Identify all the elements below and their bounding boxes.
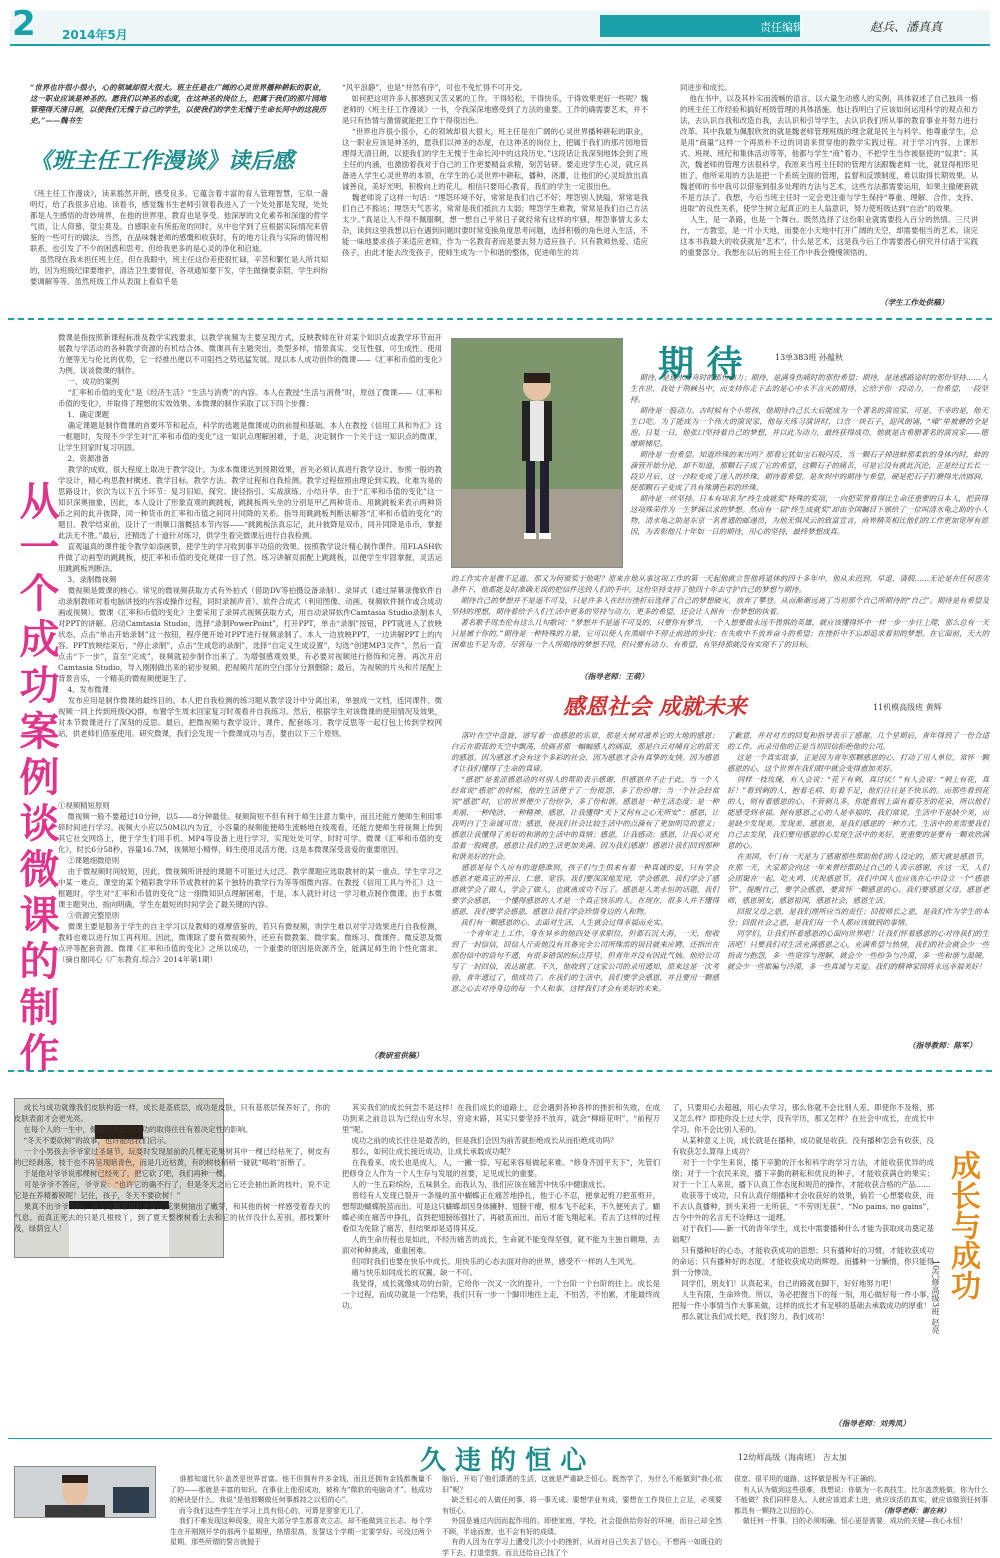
- article2-vertical-title: 从一个成功案例谈微课的制作: [13, 480, 60, 1078]
- issue-date: 2014年5月: [62, 28, 128, 42]
- article5-col1: 其实我们的成长何尝不是这样！在我们成长的道路上，总会遇到各种各样的挫折和失败，在成功到来之前总以为已经山穷水尽，穷途末路，其实只要坚持不放弃，就会“柳暗花明”、“前程万里”呢。 成功之前的成长往往是最苦的，但是我们会因为前苦就拒绝成长从而拒绝成功吗？ 那么，如何让成长接近成功，让成长承载成功呢？ 在我看来，成长也是成人，人，一撇一捺，写起来容易做起来难。“修身齐国平天下”，先管们把修身立人作为一个人生存与发展的首要，足见成长的重要。 人的一生五彩缤纷，五味俱全。而我认为，我们应该在痛苦中快乐中健康成长。 曾经有人发现已裂开一条缝的茧中蝴蝶正在痛苦地挣扎，他于心不忍，便拿起剪刀把茧剪开，想帮助蝴蝶脱茧而出。可是这只蝴蝶却因身体臃肿、翅膀干瘪，根本飞不起来，不久便死去了。蝴蝶必须在痛苦中挣扎，直到把翅膀练强壮了，再破茧而出，而后才能飞翔起来。若去了这样的过程看似为免除了痛苦，但结果却是适得其反。 人的生命历程也是如此，不经历痛苦的成长，生命就不能变得坚强，就不能为主独自翱翔，去面对种种挑战，重重困难。 但同时我们也要在快乐中成长。用快乐的心态去面对你的世界，感受不一样的人生风光。 痛与快乐如同成长的双翼，缺一不可。 我觉得，成长就像成功的台阶，它给你一次又一次的提升，一个台阶一个台阶的往上。成长是一个过程，而成功就是一个结果，我们只有一步一个脚印地往上走，不怕苦，不怕累，才能最终成功。: [342, 1103, 661, 1310]
- article6-author: 12幼师高级（海南班） 吉太加: [738, 1453, 847, 1462]
- article4-author: 11机模高级班 黄辉: [873, 703, 942, 712]
- article1-col2: “风平浪静”，也是“井然有序”，可也不免忙得不可开交。 如何把这项许多人都感到又苦又累的工作，干得轻松，干得快乐，干得效果更好一些呢？魏老师的《班主任工作漫谈》一书，令我深深地感受到了方法的重要。工作的确需要艺术，并不是只有热情与激情就能把工作干得很出色。 “世界也许很小很小，心的领域却很大很大，班主任是在广阔的心灵世界播种耕耘的职业，这一职业应该是神圣的，愿我们以神圣的态度，在这神圣的岗位上，把属于我们的那片园地管理得天清日朗，以使我们的学生无愧于生命长河中的这段历史。”这段话让我深刻地体会到了班主任的内涵，也激励着我对于自己的工作更要精益求精，刻苦钻研。要走进学生心灵，就应具备进入学生心灵世界的本领，在学生的心灵世界中耕耘，播种，浇灌，让他们的心灵绽放出真诚善良，美好光明，积极向上的花儿。相信只要用心教育，我们的学生一定很出色。 魏老师说了这样一句话：“埋怨环境不好，常常是我们自己不好；埋怨别人狭隘，常常是我们自己不豁达；埋怨天气恶劣，常常是我们抵抗力太弱；埋怨学生难教，常常是我们自己方法太少。”真是让人不得不佩服啊，想一想自己平常日子就经常有这样的牢骚，埋怨事情太多太杂，读到这里我想以后在遇到问题时要时常变换角度思考问题，选择积极的角色进入生活，不能一味地要求孩子来适应老师，作为一名教育者而是要去努力适应孩子。只有教师热爱、适应孩子，由此才能去改变孩子，使师生成为一个和谐的整体，促进师生的共: [342, 83, 648, 257]
- article2-body2: ①视频精短原则 微视频一般不要超过10分钟，以5——8分钟最佳。视频简短不但有利于师生注意力集中，而且还能方便师生利用零碎时间进行学习。视频大小应以50M以内为宜，小容量的视频能便师生流畅地在线观看，还能方便师生将视频上传到其它社交网络上，便于学生们用手机、MP4等设备上进行学习，实现处处可学，时时可学。微课《汇率和币值的变化》，时长6分58秒，容量16.7M，视频短小精悍，师生使用灵活方便，这是本微课深受喜爱的重要原因。 ②课题细微原则 由于微视频时间较短，因此，微视频所讲授的课题不可能过大过泛。教学课题应选取教材的某一重点、学生学习之中某一难点、课堂的某个精彩教学环节或教材的某个独特的教学行为等等细微内容。在教授《信用工具与外汇》这一框题时，学生对“汇率和币值的变化”这一细微知识点理解困难，于是，本人就针对这一学习难点制作微课。由于本微课主题突出，指向明确，学生在最短的时间学会了最关键的内容。 ③资源完整原则 微课主要是服务于学生的自主学习以及教师的观摩借鉴的，若只有微视频，则学生难以对学习效果进行自我检测，教师也难以进行加工再利用。因此，微课除了要有微视频外，还应有微教案、微学案、微练习、微课件、微反思及微点评等配套资源。微课《汇率和币值的变化》之所以成功，一个重要的原因是资源齐全，能满足师生的个性化需求。（摘自谢同心《广东教育.综合》2014年第1期）: [58, 801, 442, 964]
- article3-sign: （指导老师：王萌）: [580, 672, 649, 681]
- article5-vertical-title: 成长与成功: [945, 1150, 980, 1300]
- article4-title: 感恩社会 成就未来: [563, 694, 747, 720]
- article6-title: 久 违 的 恒 心: [420, 1446, 587, 1476]
- page-header: [0, 0, 1000, 62]
- article6-col3: 很宽、很平坦的道路，这样做是极为不正确的。 有人认为做到这些很难，我想说：你做为一名高技生，比尔盖茨能做，你为什么不能做？我们同样是人。人就应该追求上进，就应该活的真实，就应该做到任何事都具有一颗持之以恒的心。 做任何一件事，目的必须明确，恒心更是需要，成功的关键—我心永恒！: [734, 1475, 989, 1525]
- article5-col2: 了，只要用心去超越，用心去学习，那么你就不会比别人差。即使你不及格，那又怎么样？即使你没上过大学，没有学历，那又怎样？在社会中成长，在成长中学习，你不会比别人差的。 从某种意义上说，成长就是在播种，成功就是收获。没有播种怎会有收获，没有收获怎么算得上成功？ 对于一个学生来说，播下辛勤的汗水和科学的学习方法，才能收获优异的成绩；对于一个农民来说，播下辛勤的耕耘和优良的种子，才能收获满仓的果实；对于一个工人来说，播下认真工作态度和规范的操作，才能收获合格的产品…… 收获等于成功，只有认真仔细播种才会收获好的效果，倘若一心想要收获，而不去认真播种，到头来将一无所获。“不劳则无获”、“No pains, no gains”，古今中外的名言无不诠释这一道理。 对于我们——新一代的青年学生，成长中需要播种什么才能为获取成功奠定基础呢？ 只有播种好的心态，才能收获成功的思想；只有播种好的习惯，才能收获成功的命运；只有播种好的态度，才能收获成功的辉煌。而播种一分懒惰，你只能得到一分惨淡。 同学们，朋友们！认真起来，自己的路就在脚下，好好地努力吧！ 人生有限，生命珍贵。所以，务必把握当下的每一刻，用心做好每一件小事，把每一件小事情当作大事来做，这样的成长才有足够的基础去承载成功的厚重！ 那么就让我们成长吧，我们努力，我们成功！: [672, 1103, 934, 1321]
- section-divider: [8, 1070, 992, 1072]
- page-number: 2: [12, 4, 36, 44]
- article2-body: 微课是指按照新课程标准及教学实践要求，以教学视频为主要呈现方式，反映教师在针对某个知识点或教学环节而开展教与学活动的各种教学资源的有机结合体。微课具有主题突出，类型多样，情景真实、交互性强、可生成性、使用方便等无与伦比的优势，它一经推出便以不可阻挡之势迅猛发展。现以本人成功创作的微课——《汇率和币值的变化》为例，谈谈微课的制作。 一、成功的案例 “汇率和币值的变化”是《经济生活》“生活与消费”的内容。本人在教授“生活与消费”时，原创了微课——《汇率和币值的变化》，并取得了理想的实效效果。本微课的制作采取了以下四个步骤： 1、确定课题 确定课题是制作微课的首要环节和起点，科学的选题是微课成功的前提和基础。本人在教授《信用工具和外汇》这一框题时，发现不少学生对“汇率和币值的变化”这一知识点理解困难，于是，决定制作一个关于这一知识点的微课，让学生回家时复习巩固。 2、资源准备 教学的成败，很大程度上取决于教学设计。为求本微课达到预期效果，首先必须认真进行教学设计。参照一般的教学设计，精心构思教材概述、教学目标、教学方法、教学过程和自我检测。教学过程按照由理论到实践、化难为易的思路设计，依次为以下五个环节：复习旧知、探究、捷径指引、实战演练、小结升华。由于“汇率和币值的变化”这一知识深奥抽象，因此，本人设计了形象直观的跳跳板，跳跳板两头坐的分别是甲乙两种货币。用跳跳板来表示两种货币之间的此升彼降，同一种货币的汇率和币值之间同升同降的关系。指导用跳跳板判断法解答“汇率和币值的变化”的题目。教学结束前，设计了一则顺口溜概括本节内容——“跳跳板法真忘记，此升彼降是双币，同升同降是币币，掌握此法无不胜。”最后，还精选了十道针对练习，供学生看完微课后进行自我检测。 直观逼真的课件能令教学如添画景，使学生的学习收到事半功倍的效果。按照教学设计精心制作课件。用FLASH软件做了动画型的跳跳板，使汇率和币值的变化规律一目了然。练习讲解页面配上跳跳板，以便学生牢固掌握，灵活运用跳跳板判断法。 3、录制微视频 微视频是微课的核心。常见的微视频获取方式有外拍式（借助DV等拍摄设备录制）、录屏式（通过屏幕录像软件自动录制教师对着电脑讲授的内容或操作过程，同时录制声音）、软件合成式（利用图像、动画、视频软件制作或合成动画或视频）。微课《汇率和币值的变化》主要采用了录屏式视频获取方式，用自动录屏软件Camtasia Studio录制本人对PPT的讲解。启动Camtasia Studio，选择“录制PowerPoint”，打开PPT，单击“录制”按钮，PPT就进入了放映状态，点击“单击开始录制”这一按钮，程序便开始对PPT进行视频录制了。本人一边放映PPT，一边讲解PPT上的内容。PPT放映结束后，“停止录制”，点击“生成您的录制”，选择“自定义生成设置”，勾选“创建MP3文件”，然后一直点击“下一步”，直至“完成”，视频就初步制作出来了。为增强感观效果，有必要对视频进行修饰和完善。再次开启Camtasia Studio，导入刚刚做出来的初步视频。把视频片尾的空白部分分割删除；最后，为视频的片头和片尾配上背景音乐，一个精美的微视频便诞生了。 4、发布微课 发布应用是制作微课的最终目的。本人把自我检测的练习题从教学设计中分离出来，单独成一文档，连同课件、微视频一同上传到班级QQ群，布置学生周末回家复习时观看并自我练习。然后，根据学生对该微课的使用情况及效果，对本节微课进行了深刻的反思。最后，把微视频与教学设计、课件、配套练习、教学反思等一起打包上传到学校网站，供老师们借鉴使用。研究微课，我们会发现一个微课成功与否，要由以下三个原则。: [58, 333, 442, 738]
- section-divider: [8, 318, 992, 320]
- article3-title: 期 待: [658, 343, 743, 385]
- article1-title: 《班主任工作漫谈》读后感: [30, 148, 295, 174]
- section-rule: [8, 1438, 992, 1439]
- article1-quote: “世界也许很小很小，心的领域却很大很大。班主任是在广阔的心灵世界播种耕耘的职业，这一职业应该是神圣的。愿我们以神圣的态度，在这神圣的岗位上，把属于我们的那片园地管理得天清日朗，以使我们无愧于自己的学生，以使我们的学生无愧于生命长河中的这段历史。”——魏书生: [30, 83, 326, 125]
- article3-left-body: 的工作实在是微不足道。那又为何颁奖于他呢？原来在他从事这项工作的第一天起他就立誓他将退休的四十多年中，他从未迟到，早退、请假……无论是在任何恶劣条件下，他都能及时准确无误的把信件送到人们的手中。这份坚持支持了他四十年去守护自己的梦想与期待。 期待自己的梦想并不是遥不可及，只是许多人在经历挫折后选择了自己的梦想破灭，放弃了攀登。从而渐渐远离了当初那个自己所期待的“自己”。期待是有希望及坚持的理想，期待着给予人们生活中更多的坚持与动力，更多的希望，还会让人拥有一份梦想的执着。 著名歌手周杰伦有这么几句歌词：“梦想并不是遥不可及的，只要你有梦当，一个人想要做永远不畏惧的英雄，就应该懂得怀中一样一步一步往上爬，那么总有一天只是属于你的。”期待是一种特殊的力量，它可以使人在黑暗中不停止前进的步伐；在失败中不放弃奋斗的希望；在挫折中不忘却追求着初的梦想。在它面前，天大的困难也不足为奇，尽管每一个人所期待的梦想不同，但只要有动力、有希望、有坚持那就没有实现不了的目标。: [451, 574, 989, 649]
- article4-col2: 了歉意，并对对方的回复和指导表示了感谢。几个星期后，青年得到了一份合适的工作。而录用他的正是当初回信拒绝他的公司。 这是一个真实故事，正是因为青年那颗感恩的心，打动了用人单位。常怀一颗感恩的心，这个世界在我们眼中就会变得愈加美好。 同样一枝玫瑰，有人会说：“花下有刺，真讨厌！”有人会说：“刺上有花，真好！”看到刺的人，抱着毛病、盯着不足，他们往往是不快乐的。而那些看到花的人，则有着感恩的心，不管刺儿多，你能看到上面有着芬芳的花朵，所以他们能感受到幸福。拥有感恩之心的人是幸福的，我们常说，生活中不是缺少美，而是缺少发现美。发现美、感恩美，是我们感恩的一种方式。生活中的美需要我们自己去发现，我们要用感恩的心发现生活中的美好，更重要的是要有一颗欢欣满意的心。 在美国，专门有一天是为了感谢那些帮助他们的人设定的，那天就是感恩节，在那一天，大家都会向这一年来曾经帮助过自己的人表示感谢，在这一天，人们会团聚在一起，吃火鸡，庆祝感恩节。我们中国人也应该在心中设立一个“感恩节”，提醒自己，要学会感恩，要常怀一颗感恩的心。我们要感恩父母，感恩老师，感恩朋友，感恩祖国，感恩社会，感恩生活。 回报父母之恩，是我们理所应当的责任；回报师长之恩，是我们作为学生的本分；回报社会之恩，是我们每一个人都应该做到的事情。 同学们，让我们怀着感恩的心面向世界吧！让我们怀着感恩的心对待我们的生活吧！只要我们对生活充满感恩之心，充满希望与热情，我们的社会就会少一些指责与抱怨，多一些宽容与理解，就会少一些纷争与冷漠，多一些和谐与温暖，就会少一些欺骗与冷漠，多一些真诚与关爱。我们的精神家园将永远幸福美好！: [727, 731, 989, 971]
- article1-col3: 同进步和成长。 他在书中，以及其朴实而流畅的语言，以大量生动感人的实例，具体叙述了自己独具一格的班主任工作经验和搞好班级管理的具体措施。他让我明白了应该如何运用科学的观点和方法，去认识自我和改造自我，去认识和引导学生，去认识我们所从事的教育事业并努力进行改革。其中我最为佩服欣赏的就是魏老师管理班级的理念就是民主与科学。他尊重学生，总是用“商量”这样一个再质朴不过的词语来贯穿他的教学实践过程。对于学习内容、上课形式、班规、班纪和集体活动等等，他都与学生“商”着办，不把学生当作被驱使的“奴隶”；其次，魏老师的管理方法很科学，我原来当班主任时的管理方法跟魏老师一比，就显得相形见拙了，他所采用的方法是把一个系统全面的管理，监督和反馈制度，难以取得长期效果。从魏老师的书中我可以借鉴到很多处理的方法与艺术，这些方法都需要运用，如果主撤硬套就不是方法了。我想，今后当班主任时一定会更注重与学生保持“尊重、理解、合作、支持、进取”的良性关系，使学生树立起真正的主人翁意识，努力使班级达到“自治”的效果。 人生，是一条路，也是一个舞台。既然选择了这份职业就需要投入百分的热情。三尺讲台，一方教室，是一片小天地，而要在小天地中打开广阔的天空，却需要相当的艺术。读完这本书我最大的收获就是“艺术”，什么是艺术，这是我今后工作需要潜心研究并付诸于实践的重要部分。我想在以后的班主任工作中我会慢慢领悟的。: [680, 83, 978, 257]
- student-portrait-image: [15, 1467, 155, 1517]
- header-bar: [10, 10, 990, 46]
- article5-sign: （指导老师：刘秀凤）: [834, 1419, 910, 1428]
- article6-col1: 谁都知道比尔·盖茨是世界首富。他不但拥有许多金钱，而且还拥有金钱都衡量不了的——那就是丰富的知识。在事业上他很成功，被称为“微软的电脑奇才”。他成功的秘诀是什么，我说“是他那颗做任何事都持之以恒的心”。 而今我们这些学生在学习上具有恒心的，可算是寥寥无几了。 我们不难发现这种现象，现在大部分学生都喜欢立志，却不能做到立长志。每个学生在开刚刚开学的那两个星期里，热情很高，发誓这个学期一定要学好。可没过两个星期，那些所谓的誓言就抛于: [170, 1475, 432, 1546]
- article6-sign: （指导老师：谢在林）: [880, 1506, 950, 1515]
- article5-author: 10汽修高级3班 赵亮: [931, 1260, 940, 1334]
- article3-right-body: 期待，是逆水行舟时的那份动力；期待，是满身伤痛时的那份希望；期待，是迷惑路途时的那份坚持……人生在世，我处于荆棘丛中，而支持你走下去的是心中永不言灭的期待，它给予你一段动力，一份希望，一段坚持。 期待是一股动力。古时候有个小男孩，他期待自己长大后能成为一个著名的演说家，可是，不幸的是，他天生口吃。为了能成为一个伟大的演说家，他每天练习演讲时，口含一块石子，迎风朗诵，“嗓”里被磨的全是泡。日复一日，他张口坚持着自己的梦想，并以此为动力，最终获得成功，他就是古希腊著名的演说家——德摩斯梯尼。 期待是一份希望。知道珍珠的来历吗？那看它犹如宝石般闪亮，当一颗石子掉进蚌那柔软的身体内时，蚌的滴管开始分泌，却不知道，那颗石子成了它的希望，这颗石子的痛苦，可是它没有就此沉沦，正是经过长长一段岁月后，这一沙粒变成了迷人的珍珠。期待着希望，是灰烬中的期待与希望，硬是把石子打磨得光洁圆润，使那颗石子变成了具有珠璃色彩的珍珠。 期待是一丝坚持。日本有项名为“终生成就奖”特殊的奖项，一向把荣誉看得比生命还重要的日本人，把获得这项殊荣作为一生梦寐以求的梦想。然而有一届“终生成就奖”却由全国瞩目下颁给了一位叫清水龟之助的小人物，清水龟之助是东京一名普通的邮递员，为他无惧风云的致富宣言，商界精英相比他们的工作更加宽厚有原因，为表彰他几十年如一日的期待，用心的坚持，最终梦想成真。: [630, 373, 988, 536]
- article4-sign: （指导教师：陈军）: [908, 1041, 977, 1050]
- editor-label: 责任编辑: [760, 21, 804, 34]
- article5-col0: 成长与成功就像我们皮肤构造一样，成长是基底层，成功是皮肤，只有基底层保养好了，你的皮肤表面才会更光亮。 在每个人的一生中，健康的成长对成功的取得往往有着决定性的影响。 “冬天不要砍树”的故事，也许能给我们启示。 一个小男孩去爷爷家过圣诞节，玩耍时发现屋前的几棵无花果树其中一棵已经枯死了，树皮有的已经剥落，枝干也不再呈现暗青色，而是几近枯黄，有的树枝稍稍一碰就“喝哟”折断了。 于是他对爷爷说那棵树已经死了，把它砍了吧，我们再种一棵。 可是爷爷不答应，爷爷说：“也许它的确不行了，但是冬天之后它还会抽出新的枝叶，说不定它是在养精蓄锐呢！记住，孩子，冬天不要砍树！” 果真不出爷爷所料，春天这颗看似枯死的无花果树抽出了嫩芽，和其他的树一样感受着春天的气息。而真正死去的只是几根枝丫，到了夏天整棵树看上去和它的伙伴没什么差别，都枝繁叶茂，绿荫宜人！: [14, 1103, 330, 1233]
- article6-col2: 脑后，开始了他们潇洒的生活，这就是严重缺乏恒心。既然学了，为什么不能做到“我心依旧”呢？ 缺乏恒心的人做任何事，将一事无成。要想学业有成，要想在工作岗位上立足，必须要有恒心。 外国是通过内因而起作用的。即使家庭、学校、社会提供给你好的环境，而自己却全然不顾，半途而废，也不会有好的成绩。 有的人因为在学习上遭受几次小小的挫折，从而对自己失去了信心，不想再一如既往的学下去，打退堂鼓，而且还给自己找了个: [442, 1475, 723, 1557]
- article4-col1: 落叶在空中盘旋，谱写着一曲感恩的乐章，那是大树对滋养它的大地的感恩；白云在蔚蓝的天空中飘荡，给画者那一幅幅感人的画面，那是白云对哺育它的蓝天的感恩。因为感恩才会有这个多彩的社会，因为感恩才会有真挚的友情。因为感恩才让我们懂得了生命的真谛。 “感恩”是羞涩感恩动的对别人的帮助表示感谢，但感恩并不止于此。当一个人经常说“感恩”的时候，他的生活便于了一份报怨，多了份纷增；当一个社会经常说“感恩”时，它的世界便少了份纷争，多了份和谐。感恩是一种生活态度；是一种美丽，一种纯洁，一种精神。感恩，让我懂得“天下又何有之心无所安”；感恩，让我明白了生命诚可贵；感恩，使我们社会比较生活中的点滴有了更加明亮的意义；感恩让我懂得了美好的和谐的生活中的真情；感恩，让我感动；感恩，让我心灵充盈着一股暖意。感恩让我们的生活更加美满。因为我们感谢！感恩让我们回到那种和谐美好的社会。 感恩是每个人应有的道德准则，孩子们与生俱来有着一种真诚的爱，只有学会感恩才能真正的善良、仁慈、宽容。我们要深深地发现，学会感恩，我们学会了感恩就学会了做人，学会了做人，也就离成功不远了。感恩是人类永恒的话题，我们要学会感恩，一个懂得感恩的人才是一个真正快乐的人。在现在，很多人并不懂得感恩，我们要学会感恩，感恩让我们学会珍惜身边的人和物。 我们有一颗感恩的心，去面对生活，人生就会过得幸福而充实。 一个青年走上工作，身在异乡的他四处寻求职位，但都石沉大海。一天，他收到了一封信信，回信人斤责他没有具备完全公司所珠需的项目就来应聘，还指出在那份信中的语句不通，有很多错误的标点符号，但青年并没有因此气恼。他给公司写了一封回信，表达谢意。不久，他收到了这家公司的录用通知，原来这是一次考验，青年通过了，他成功了。在我们的生活中，我们要学会感恩，并且要用一颗感恩之心去对待身边的每一个人和事，这样我们才会有美好的未来。: [451, 731, 719, 993]
- girl-photo: [451, 338, 623, 568]
- article2-sign: （教研室供稿）: [370, 1051, 424, 1060]
- article1-col1: 《班主任工作漫谈》，读来豁然开朗，感受良多。它蕴含着丰富的育人管理智慧，它似一盏明灯，给了我很多启迪。读着书，感觉魏书生老师引领着我进入了一个处处都是发现，处处都是人生感悟的奇妙境界，在他的世界里，教育也是享受。他深厚的文化素养和深邃的哲学气质，让人仰慕，望尘莫及。自感职业有所拓宽的同时，从中也学到了应根据实际情况来借鉴的一些可行的做法。当然，在品味魏老师的感慨和收获时，有的地方让我与实际的情况相联系，也引发了不少的困惑和思考。但给我更多的是心灵的净化和启迪。 虽然现在我未担任班主任，但在我眼中，班主任这份差使很忙碌，辛苦和繁忙是人所共知的，因为班级纪律要维护，清洁卫生要督促，各项通知要下发，学生做操要亲陪，学生纠纷要调解等等。虽然班级工作从表面上看似乎是: [30, 189, 328, 286]
- editor-name: 赵兵、潘真真: [870, 20, 943, 34]
- girl-figure-image: [452, 339, 622, 567]
- article3-author: 13单383班 孙蕴秋: [775, 353, 843, 362]
- article1-sign: （学生工作处供稿）: [880, 298, 949, 307]
- student-photo: [14, 1466, 156, 1518]
